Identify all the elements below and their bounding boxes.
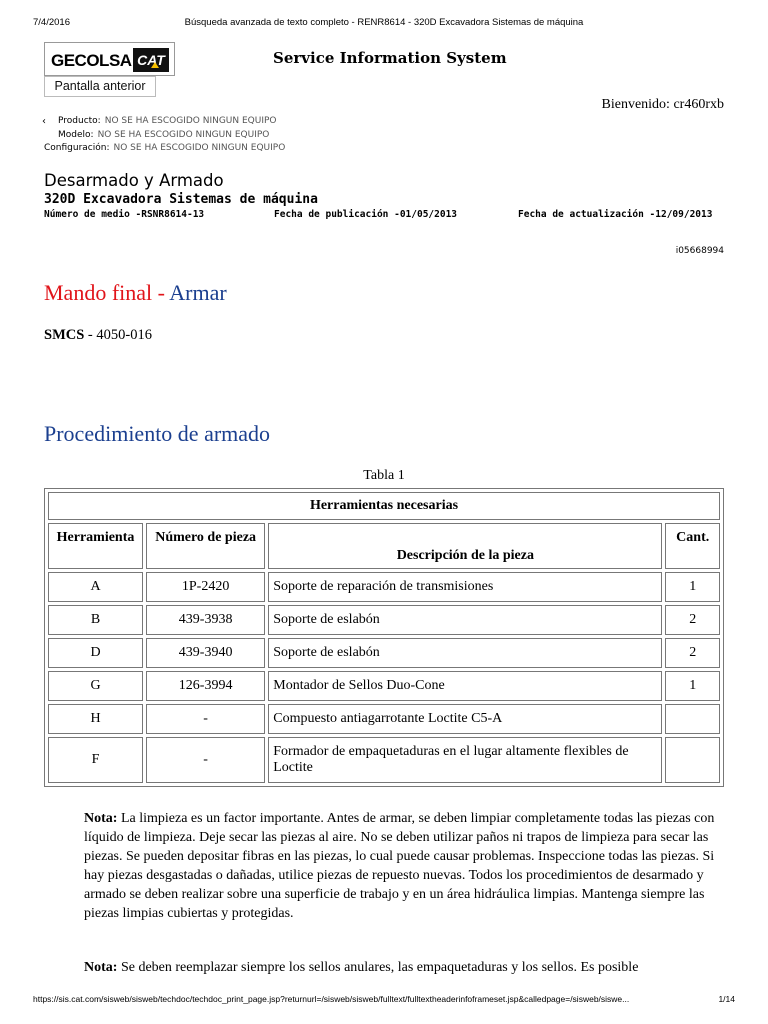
cell-qty: 1	[665, 572, 720, 602]
cell-qty	[665, 737, 720, 783]
config-value: NO SE HA ESCOGIDO NINGUN EQUIPO	[113, 143, 286, 153]
config-label: Configuración:	[44, 143, 110, 153]
cell-part-number: 126-3994	[146, 671, 265, 701]
cell-tool: H	[48, 704, 143, 734]
media-number: Número de medio -RSNR8614-13	[44, 209, 205, 220]
note-label: Nota:	[84, 811, 118, 826]
model-row	[44, 129, 285, 143]
note-cleanliness	[84, 809, 729, 923]
cell-qty: 2	[665, 638, 720, 668]
note-text: Se deben reemplazar siempre los sellos anulares, las empaquetaduras y los sellos. Es posible	[117, 960, 639, 975]
cell-description: Formador de empaquetaduras en el lugar altamente flexibles de Loctite	[268, 737, 662, 783]
cell-qty: 1	[665, 671, 720, 701]
brand-text: GECOLSA	[51, 51, 132, 70]
column-header: Número de pieza	[146, 523, 265, 569]
table-caption-row: Herramientas necesarias	[48, 492, 720, 520]
cell-description: Compuesto antiagarrotante Loctite C5-A	[268, 704, 662, 734]
document-id: i05668994	[675, 246, 724, 256]
model-label: Modelo:	[58, 129, 94, 140]
document-subtitle: 320D Excavadora Sistemas de máquina	[44, 192, 318, 207]
cat-logo-icon: CAT	[133, 48, 169, 72]
page-title	[44, 280, 227, 306]
note-seals	[84, 958, 729, 977]
heading-separator: -	[152, 280, 170, 305]
equipment-info	[44, 115, 285, 156]
cell-description: Soporte de eslabón	[268, 605, 662, 635]
back-button[interactable]: Pantalla anterior	[44, 76, 156, 97]
table-row	[48, 638, 720, 668]
column-header: Cant.	[665, 523, 720, 569]
cell-description: Soporte de reparación de transmisiones	[268, 572, 662, 602]
smcs-code	[44, 327, 152, 344]
gecolsa-cat-logo	[44, 42, 175, 76]
note-label: Nota:	[84, 960, 118, 975]
update-date: Fecha de actualización -12/09/2013	[518, 209, 713, 220]
table-row	[48, 704, 720, 734]
table-row	[48, 737, 720, 783]
cell-tool: F	[48, 737, 143, 783]
cell-tool: D	[48, 638, 143, 668]
print-footer	[33, 994, 735, 1006]
table-row	[48, 671, 720, 701]
product-label: Producto:	[58, 116, 101, 126]
section-heading: Procedimiento de armado	[44, 421, 271, 446]
welcome-user: Bienvenido: cr460rxb	[601, 97, 724, 112]
smcs-value: - 4050-016	[84, 327, 152, 343]
config-row	[44, 142, 285, 156]
cell-part-number: 439-3938	[146, 605, 265, 635]
product-value: NO SE HA ESCOGIDO NINGUN EQUIPO	[104, 116, 277, 126]
publication-date: Fecha de publicación -01/05/2013	[274, 209, 458, 220]
cell-description: Montador de Sellos Duo-Cone	[268, 671, 662, 701]
print-header	[33, 17, 735, 29]
tools-table	[44, 488, 724, 787]
table-row	[48, 572, 720, 602]
print-date: 7/4/2016	[33, 17, 70, 28]
page-number: 1/14	[718, 994, 735, 1004]
cell-tool: A	[48, 572, 143, 602]
cell-qty: 2	[665, 605, 720, 635]
cell-tool: G	[48, 671, 143, 701]
heading-red: Mando final	[44, 280, 153, 305]
smcs-label: SMCS	[44, 327, 85, 343]
column-header: Descripción de la pieza	[268, 523, 662, 569]
document-title: Desarmado y Armado	[44, 171, 224, 190]
table-caption: Tabla 1	[363, 468, 405, 483]
cell-tool: B	[48, 605, 143, 635]
system-title: Service Information System	[273, 49, 507, 67]
product-row	[44, 115, 285, 129]
chevron-left-icon[interactable]: ‹	[42, 116, 46, 127]
print-url: https://sis.cat.com/sisweb/sisweb/techdoc/techdoc_print_page.jsp?returnurl=/sisweb/sisweb/fulltext/fulltextheaderinfoframeset.jsp&calledpage=/sisweb/siswe...	[33, 994, 630, 1004]
cell-part-number: -	[146, 704, 265, 734]
heading-blue: Armar	[169, 280, 227, 305]
table-row	[48, 605, 720, 635]
column-header: Herramienta	[48, 523, 143, 569]
cell-part-number: 1P-2420	[146, 572, 265, 602]
cell-part-number: 439-3940	[146, 638, 265, 668]
cell-part-number: -	[146, 737, 265, 783]
cell-qty	[665, 704, 720, 734]
note-text: La limpieza es un factor importante. Antes de armar, se deben limpiar completamente todas las piezas con líquido de limpieza. Deje secar las piezas al aire. No se deben utilizar paños ni trapos de limpieza para secar las piezas. Se pueden depositar fibras en las piezas, lo cual puede causar problemas. Inspeccione todas las piezas. Si hay piezas desgastadas o dañadas, utilice piezas de repuesto nuevas. Todos los procedimientos de desarmado y armado se deben realizar sobre una superficie de trabajo y en un área hidráulica limpias. Mantenga siempre las piezas limpias cubiertas y protegidas.	[84, 811, 715, 921]
model-value: NO SE HA ESCOGIDO NINGUN EQUIPO	[97, 129, 270, 140]
cell-description: Soporte de eslabón	[268, 638, 662, 668]
print-title: Búsqueda avanzada de texto completo - RENR8614 - 320D Excavadora Sistemas de máquina	[184, 17, 584, 28]
